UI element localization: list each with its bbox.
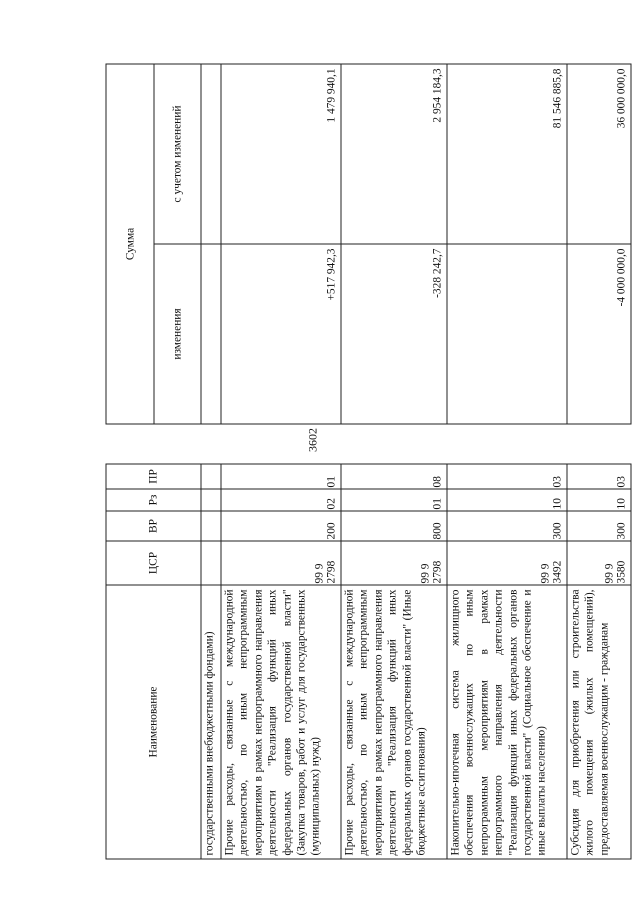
column-header-rz: Рз (106, 489, 201, 511)
column-header-pr: ПР (106, 464, 201, 489)
row-2-pr: 08 (341, 464, 447, 489)
row-4-name: Субсидия для приобретения или строительства жилого помещения (жилых помещений), предоставляемая военнослужащим - гражданам (567, 585, 631, 859)
row-4-rz: 10 (567, 489, 631, 511)
row-1-csr: 99 9 2798 (221, 541, 341, 585)
row-3-total: 81 546 885,8 (447, 63, 567, 243)
column-header-name: Наименование (106, 585, 201, 859)
table-row (221, 63, 341, 858)
row-1-vr: 200 (221, 511, 341, 541)
row-1-rz: 02 (221, 489, 341, 511)
row-1-change: +517 942,3 (221, 244, 341, 424)
row-4-vr: 300 (567, 511, 631, 541)
page-number: 3602 (305, 428, 320, 452)
row-3-rz: 10 (447, 489, 567, 511)
table-row (201, 63, 221, 858)
table-row (341, 63, 447, 858)
column-blank (106, 424, 201, 464)
table-row (567, 63, 631, 858)
column-header-csr: ЦСР (106, 541, 201, 585)
column-header-sum: Сумма (106, 63, 154, 423)
row-2-vr: 800 (341, 511, 447, 541)
row-3-vr: 300 (447, 511, 567, 541)
row-4-change: -4 000 000,0 (567, 244, 631, 424)
row-1-name: Прочие расходы, связанные с международной деятельностью, по иным непрограммным мероприятиям в рамках непрограммного направления деятельности "Реализация функций иных федеральных органов государственной власти" (Закупка товаров, работ и услуг для государственных (муниципальных) нужд) (221, 585, 341, 859)
budget-table (105, 64, 627, 859)
row-4-csr: 99 9 3580 (567, 541, 631, 585)
row-3-name: Накопительно-ипотечная система жилищного обеспечения военнослужащих по иным непрограммным мероприятиям в рамках непрограммного направления деятельности "Реализация функций иных федеральных органов государственной власти" (Социальное обеспечение и иные выплаты населению) (447, 585, 567, 859)
row-1-pr: 01 (221, 464, 341, 489)
row-3-change (447, 244, 567, 424)
table-row (447, 63, 567, 858)
row-4-pr: 03 (567, 464, 631, 489)
row-3-pr: 03 (447, 464, 567, 489)
row-4-total: 36 000 000,0 (567, 63, 631, 243)
row-3-csr: 99 9 3492 (447, 541, 567, 585)
row-2-total: 2 954 184,3 (341, 63, 447, 243)
row-0-name: государственными внебюджетными фондами) (201, 585, 221, 859)
row-2-name: Прочие расходы, связанные с международной деятельностью, по иным непрограммным мероприятиям в рамках непрограммного направления деятельности "Реализация функций иных федеральных органов государственной власти" (Иные бюджетные ассигнования) (341, 585, 447, 859)
row-1-total: 1 479 940,1 (221, 63, 341, 243)
row-2-rz: 01 (341, 489, 447, 511)
column-header-change: изменения (154, 244, 201, 424)
column-header-with-changes: с учетом изменений (154, 63, 201, 243)
row-2-change: -328 242,7 (341, 244, 447, 424)
row-2-csr: 99 9 2798 (341, 541, 447, 585)
column-header-vr: ВР (106, 511, 201, 541)
